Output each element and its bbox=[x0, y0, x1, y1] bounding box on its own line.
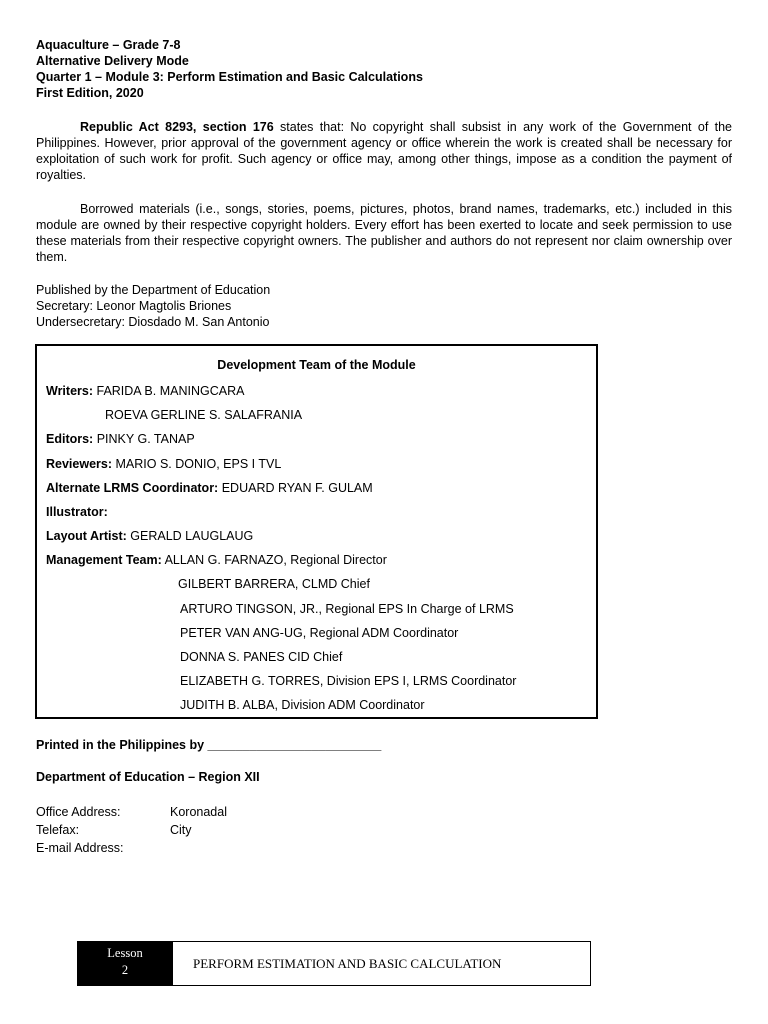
header-line-mode: Alternative Delivery Mode bbox=[36, 54, 189, 68]
layout-artist-label: Layout Artist: bbox=[46, 529, 127, 543]
office-address-label: Office Address: bbox=[36, 805, 121, 819]
copyright-law-reference: Republic Act 8293, section 176 bbox=[80, 120, 274, 134]
management-member: GILBERT BARRERA, CLMD Chief bbox=[178, 577, 370, 591]
module-header bbox=[36, 37, 423, 101]
lrms-coordinator-name: EDUARD RYAN F. GULAM bbox=[221, 481, 373, 495]
lesson-number: 2 bbox=[121, 963, 129, 977]
development-team-box bbox=[35, 344, 598, 719]
editor-name: PINKY G. TANAP bbox=[96, 432, 195, 446]
management-member: JUDITH B. ALBA, Division ADM Coordinator bbox=[180, 698, 425, 712]
lesson-number-box bbox=[77, 941, 173, 986]
header-line-edition: First Edition, 2020 bbox=[36, 86, 144, 100]
email-row bbox=[36, 839, 124, 857]
illustrator-label: Illustrator: bbox=[46, 505, 108, 519]
borrowed-materials-text: Borrowed materials (i.e., songs, stories, poems, pictures, photos, brand names, trademarks, etc.) included in this module are owned by their respective copyright holders. Every effort has been exerted to locate and seek permission to use these materials from their respective copyright owners. The publisher and authors do not represent nor claim ownership over them. bbox=[36, 202, 732, 264]
lrms-coordinator-row bbox=[46, 481, 373, 495]
email-label: E-mail Address: bbox=[36, 841, 124, 855]
telefax-row bbox=[36, 821, 124, 839]
reviewers-label: Reviewers: bbox=[46, 457, 113, 471]
reviewers-row bbox=[46, 457, 281, 471]
publisher-info bbox=[36, 282, 270, 330]
editors-label: Editors: bbox=[46, 432, 94, 446]
lesson-label: Lesson bbox=[107, 946, 143, 960]
management-member: ALLAN G. FARNAZO, Regional Director bbox=[164, 553, 387, 567]
management-member: DONNA S. PANES CID Chief bbox=[180, 650, 343, 664]
lrms-coordinator-label: Alternate LRMS Coordinator: bbox=[46, 481, 219, 495]
management-member: ARTURO TINGSON, JR., Regional EPS In Charge of LRMS bbox=[180, 602, 514, 616]
management-team-label: Management Team: bbox=[46, 553, 162, 567]
header-line-module: Quarter 1 – Module 3: Perform Estimation and Basic Calculations bbox=[36, 70, 423, 84]
writer-name: ROEVA GERLINE S. SALAFRANIA bbox=[105, 408, 303, 422]
deped-region: Department of Education – Region XII bbox=[36, 770, 260, 784]
contact-block bbox=[36, 803, 227, 857]
illustrator-row bbox=[46, 505, 108, 519]
team-title: Development Team of the Module bbox=[217, 358, 416, 372]
copyright-law-text: states that: No copyright shall subsist in any work of the Government of the Philippines. However, prior approval of the government agency or office wherein the work is created shall be necessary for exploitation of such work for profit. Such agency or office may, among other things, impose as a condition the payment of royalties. bbox=[36, 120, 732, 182]
printed-by-line: Printed in the Philippines by _________________________ bbox=[36, 738, 382, 752]
copyright-paragraph bbox=[36, 119, 732, 183]
telefax-label: Telefax: bbox=[36, 823, 80, 837]
layout-artist-row bbox=[46, 529, 253, 543]
borrowed-materials-paragraph bbox=[36, 201, 732, 265]
undersecretary: Undersecretary: Diosdado M. San Antonio bbox=[36, 315, 270, 329]
writer-name: FARIDA B. MANINGCARA bbox=[96, 384, 245, 398]
management-member: PETER VAN ANG-UG, Regional ADM Coordinator bbox=[180, 626, 459, 640]
management-team-row bbox=[46, 553, 387, 567]
editors-row bbox=[46, 432, 195, 446]
lesson-title: PERFORM ESTIMATION AND BASIC CALCULATION bbox=[173, 941, 591, 986]
writers-row bbox=[46, 384, 244, 398]
management-member: ELIZABETH G. TORRES, Division EPS I, LRMS Coordinator bbox=[180, 674, 517, 688]
secretary: Secretary: Leonor Magtolis Briones bbox=[36, 299, 232, 313]
layout-artist-name: GERALD LAUGLAUG bbox=[130, 529, 254, 543]
office-address-value: Koronadal City bbox=[170, 805, 227, 837]
writers-label: Writers: bbox=[46, 384, 94, 398]
published-by: Published by the Department of Education bbox=[36, 283, 271, 297]
reviewer-name: MARIO S. DONIO, EPS I TVL bbox=[115, 457, 282, 471]
header-line-subject: Aquaculture – Grade 7-8 bbox=[36, 38, 181, 52]
